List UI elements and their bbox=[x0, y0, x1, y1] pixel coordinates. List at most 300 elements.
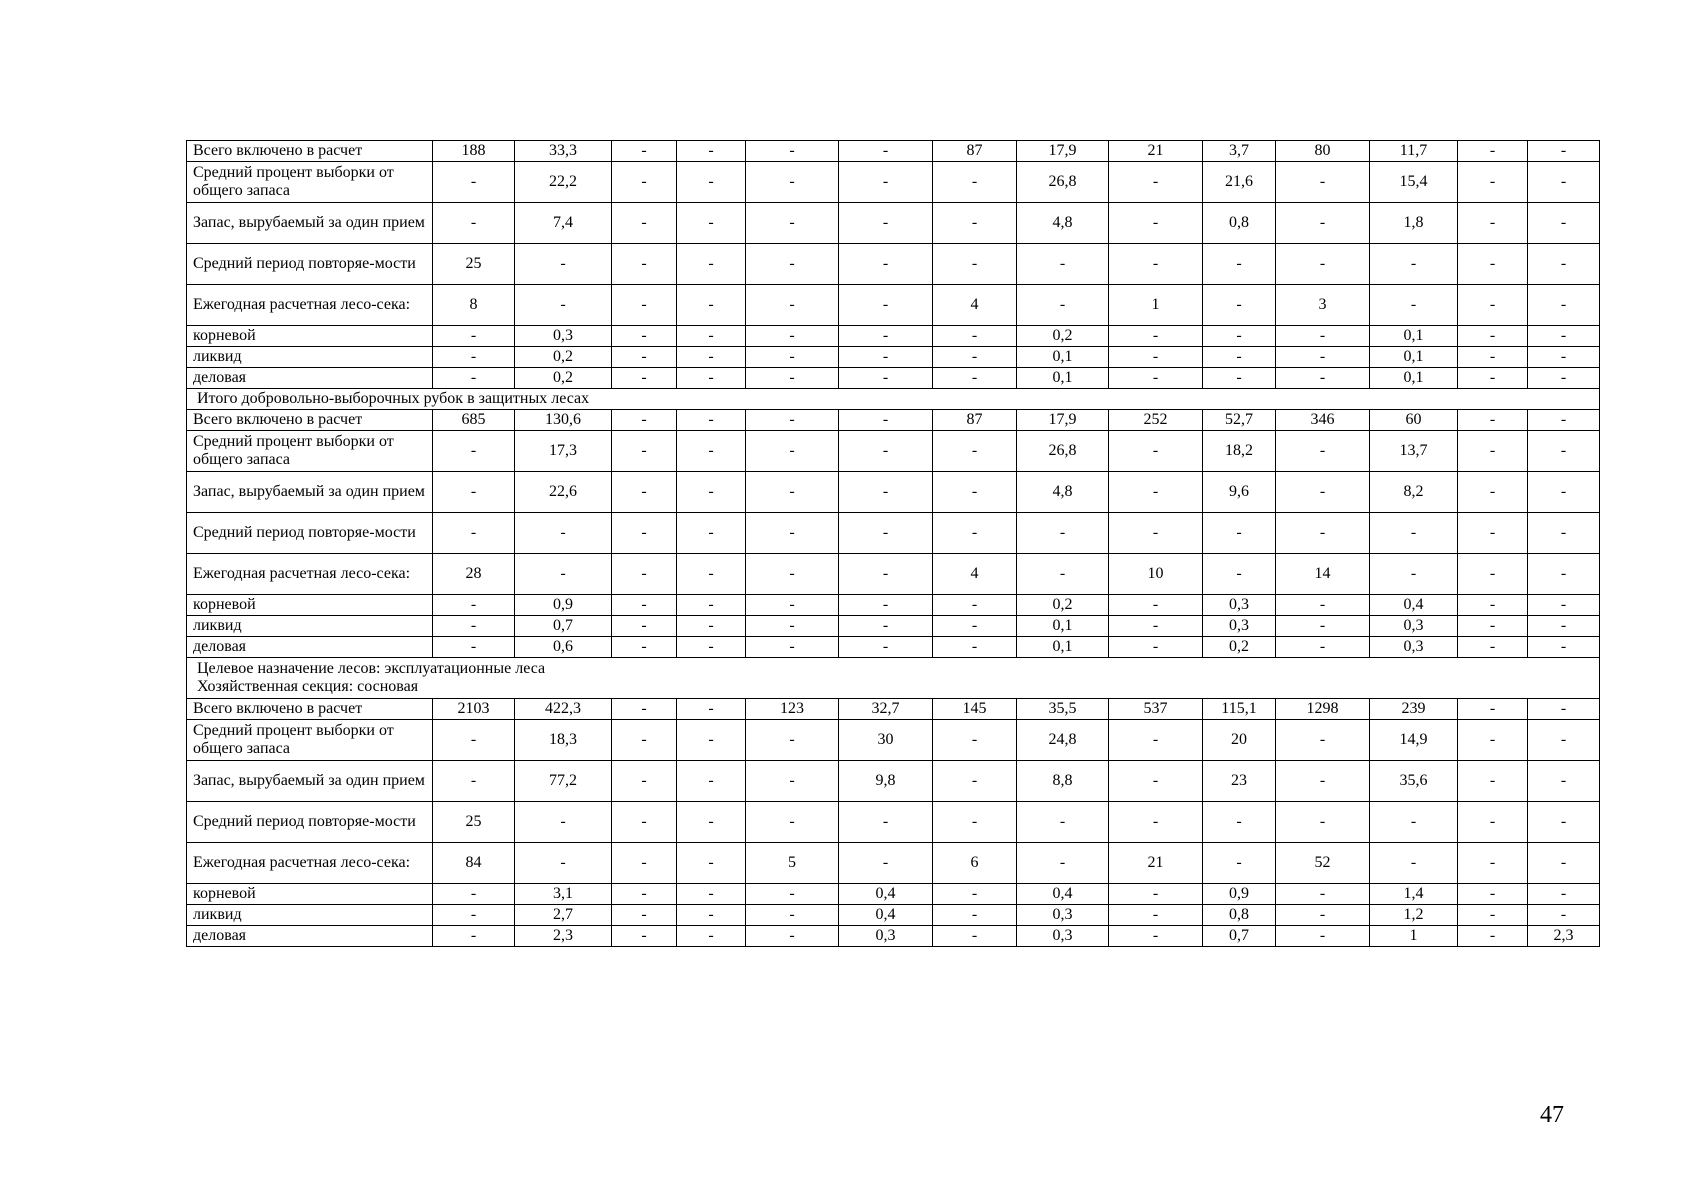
table-cell: - bbox=[1109, 905, 1203, 926]
table-cell: - bbox=[839, 595, 933, 616]
table-cell: - bbox=[1370, 554, 1458, 595]
table-cell: - bbox=[1528, 720, 1600, 761]
forest-cutting-table bbox=[186, 140, 1600, 947]
table-cell: 1,8 bbox=[1370, 203, 1458, 244]
row-label: ликвид bbox=[187, 616, 433, 637]
table-cell: - bbox=[933, 472, 1017, 513]
table-cell: - bbox=[433, 884, 515, 905]
table-cell: 60 bbox=[1370, 410, 1458, 431]
table-cell: - bbox=[746, 905, 839, 926]
table-cell: - bbox=[1458, 720, 1528, 761]
table-cell: - bbox=[933, 926, 1017, 947]
table-cell: - bbox=[746, 595, 839, 616]
table-cell: 11,7 bbox=[1370, 141, 1458, 162]
table-cell: - bbox=[515, 244, 612, 285]
row-label: Средний период повторяе-мости bbox=[187, 513, 433, 554]
table-cell: 0,2 bbox=[1203, 637, 1276, 658]
table-cell: 84 bbox=[433, 843, 515, 884]
table-cell: 145 bbox=[933, 699, 1017, 720]
table-cell: - bbox=[1109, 802, 1203, 843]
table-cell: - bbox=[933, 905, 1017, 926]
table-cell: - bbox=[1458, 884, 1528, 905]
table-cell: 21 bbox=[1109, 843, 1203, 884]
table-cell: - bbox=[1458, 347, 1528, 368]
table-cell: 3,7 bbox=[1203, 141, 1276, 162]
table-cell: - bbox=[433, 431, 515, 472]
table-cell: 4,8 bbox=[1017, 472, 1109, 513]
table-cell: - bbox=[677, 926, 746, 947]
table-cell: - bbox=[677, 699, 746, 720]
table-cell: - bbox=[1276, 595, 1370, 616]
table-cell: - bbox=[933, 347, 1017, 368]
section-title-line: Хозяйственная секция: сосновая bbox=[197, 678, 419, 695]
table-cell: 14 bbox=[1276, 554, 1370, 595]
table-cell: 0,3 bbox=[1017, 905, 1109, 926]
table-cell: - bbox=[1528, 616, 1600, 637]
table-cell: - bbox=[839, 285, 933, 326]
table-row bbox=[187, 699, 1600, 720]
table-cell: - bbox=[1276, 472, 1370, 513]
table-cell: 52,7 bbox=[1203, 410, 1276, 431]
table-cell: - bbox=[1528, 513, 1600, 554]
table-cell: - bbox=[1528, 843, 1600, 884]
table-cell: - bbox=[933, 720, 1017, 761]
table-cell: 537 bbox=[1109, 699, 1203, 720]
table-cell: - bbox=[612, 905, 677, 926]
table-cell: - bbox=[612, 616, 677, 637]
table-row bbox=[187, 347, 1600, 368]
table-cell: - bbox=[612, 431, 677, 472]
table-cell: - bbox=[1276, 926, 1370, 947]
table-cell: - bbox=[1276, 802, 1370, 843]
table-cell: - bbox=[612, 884, 677, 905]
table-cell: - bbox=[1528, 595, 1600, 616]
table-row bbox=[187, 285, 1600, 326]
table-cell: - bbox=[1203, 368, 1276, 389]
table-cell: 22,2 bbox=[515, 162, 612, 203]
row-label: Запас, вырубаемый за один прием bbox=[187, 472, 433, 513]
table-cell: - bbox=[433, 761, 515, 802]
table-row bbox=[187, 141, 1600, 162]
table-cell: - bbox=[1017, 554, 1109, 595]
table-cell: - bbox=[839, 616, 933, 637]
table-cell: 0,1 bbox=[1017, 616, 1109, 637]
table-cell: - bbox=[677, 884, 746, 905]
table-cell: - bbox=[1370, 843, 1458, 884]
table-cell: 25 bbox=[433, 244, 515, 285]
table-row bbox=[187, 326, 1600, 347]
table-cell: - bbox=[433, 347, 515, 368]
table-cell: - bbox=[1203, 244, 1276, 285]
table-cell: - bbox=[433, 720, 515, 761]
table-cell: - bbox=[839, 141, 933, 162]
table-cell: - bbox=[1203, 802, 1276, 843]
table-cell: - bbox=[1203, 347, 1276, 368]
table-cell: 422,3 bbox=[515, 699, 612, 720]
row-label: Ежегодная расчетная лесо-сека: bbox=[187, 285, 433, 326]
table-cell: - bbox=[433, 368, 515, 389]
table-cell: - bbox=[677, 637, 746, 658]
row-label: Средний процент выборки от общего запаса bbox=[187, 162, 433, 203]
table-cell: - bbox=[933, 431, 1017, 472]
table-cell: - bbox=[677, 326, 746, 347]
table-cell: - bbox=[677, 905, 746, 926]
table-cell: - bbox=[746, 410, 839, 431]
table-cell: 33,3 bbox=[515, 141, 612, 162]
table-row bbox=[187, 410, 1600, 431]
table-cell: - bbox=[1528, 203, 1600, 244]
table-cell: 3 bbox=[1276, 285, 1370, 326]
table-cell: 18,2 bbox=[1203, 431, 1276, 472]
table-cell: 0,2 bbox=[515, 347, 612, 368]
table-cell: - bbox=[933, 162, 1017, 203]
table-cell: - bbox=[1528, 905, 1600, 926]
table-cell: - bbox=[839, 554, 933, 595]
table-cell: - bbox=[746, 802, 839, 843]
table-cell: 26,8 bbox=[1017, 162, 1109, 203]
table-cell: - bbox=[1109, 203, 1203, 244]
section-header-row bbox=[187, 658, 1600, 699]
table-cell: - bbox=[1528, 141, 1600, 162]
table-cell: - bbox=[746, 616, 839, 637]
row-label: деловая bbox=[187, 926, 433, 947]
table-cell: - bbox=[612, 141, 677, 162]
row-label: Всего включено в расчет bbox=[187, 410, 433, 431]
table-cell: 0,1 bbox=[1017, 368, 1109, 389]
table-cell: 1,4 bbox=[1370, 884, 1458, 905]
table-cell: 5 bbox=[746, 843, 839, 884]
table-cell: - bbox=[1276, 347, 1370, 368]
table-cell: 0,9 bbox=[1203, 884, 1276, 905]
table-cell: - bbox=[839, 431, 933, 472]
table-cell: - bbox=[1276, 326, 1370, 347]
table-cell: - bbox=[839, 368, 933, 389]
table-cell: - bbox=[677, 141, 746, 162]
table-cell: 8 bbox=[433, 285, 515, 326]
table-cell: - bbox=[1528, 410, 1600, 431]
row-label: Средний период повторяе-мости bbox=[187, 244, 433, 285]
table-cell: - bbox=[1203, 285, 1276, 326]
table-cell: 4 bbox=[933, 285, 1017, 326]
table-cell: - bbox=[1276, 244, 1370, 285]
table-cell: 32,7 bbox=[839, 699, 933, 720]
table-cell: - bbox=[612, 802, 677, 843]
table-cell: - bbox=[746, 368, 839, 389]
table-cell: - bbox=[677, 368, 746, 389]
table-cell: 1 bbox=[1370, 926, 1458, 947]
table-cell: 2,3 bbox=[1528, 926, 1600, 947]
row-label: Запас, вырубаемый за один прием bbox=[187, 761, 433, 802]
row-label: корневой bbox=[187, 326, 433, 347]
table-cell: - bbox=[433, 203, 515, 244]
table-cell: - bbox=[1017, 513, 1109, 554]
section-title-line: Целевое назначение лесов: эксплуатационные леса bbox=[197, 660, 546, 677]
table-cell: - bbox=[677, 616, 746, 637]
table-row bbox=[187, 472, 1600, 513]
table-cell: - bbox=[433, 162, 515, 203]
table-cell: 0,4 bbox=[839, 905, 933, 926]
table-cell: - bbox=[933, 761, 1017, 802]
table-cell: 2103 bbox=[433, 699, 515, 720]
table-cell: - bbox=[1458, 843, 1528, 884]
table-cell: - bbox=[1528, 802, 1600, 843]
table-cell: 17,9 bbox=[1017, 410, 1109, 431]
table-cell: 0,7 bbox=[515, 616, 612, 637]
table-row bbox=[187, 802, 1600, 843]
table-cell: 0,4 bbox=[1370, 595, 1458, 616]
table-cell: - bbox=[746, 244, 839, 285]
table-cell: - bbox=[839, 410, 933, 431]
table-cell: - bbox=[1458, 162, 1528, 203]
table-cell: - bbox=[1109, 761, 1203, 802]
table-row bbox=[187, 843, 1600, 884]
table-cell: - bbox=[1109, 513, 1203, 554]
table-cell: - bbox=[839, 513, 933, 554]
table-cell: 35,6 bbox=[1370, 761, 1458, 802]
table-cell: 188 bbox=[433, 141, 515, 162]
table-cell: - bbox=[1276, 431, 1370, 472]
table-cell: 0,3 bbox=[1203, 616, 1276, 637]
table-cell: - bbox=[1370, 513, 1458, 554]
table-cell: 1 bbox=[1109, 285, 1203, 326]
table-cell: 17,9 bbox=[1017, 141, 1109, 162]
table-cell: - bbox=[677, 431, 746, 472]
table-cell: 21 bbox=[1109, 141, 1203, 162]
table-cell: - bbox=[933, 368, 1017, 389]
table-cell: - bbox=[839, 843, 933, 884]
table-cell: - bbox=[746, 203, 839, 244]
table-cell: - bbox=[1276, 368, 1370, 389]
table-cell: - bbox=[612, 326, 677, 347]
table-cell: - bbox=[933, 802, 1017, 843]
table-cell: - bbox=[1528, 761, 1600, 802]
table-cell: - bbox=[1370, 802, 1458, 843]
table-cell: 252 bbox=[1109, 410, 1203, 431]
table-cell: 4 bbox=[933, 554, 1017, 595]
table-row bbox=[187, 616, 1600, 637]
table-cell: 0,8 bbox=[1203, 203, 1276, 244]
table-cell: - bbox=[1109, 347, 1203, 368]
table-cell: 0,3 bbox=[1017, 926, 1109, 947]
table-cell: - bbox=[612, 162, 677, 203]
table-cell: - bbox=[933, 326, 1017, 347]
table-cell: 26,8 bbox=[1017, 431, 1109, 472]
table-row bbox=[187, 431, 1600, 472]
table-cell: - bbox=[1458, 203, 1528, 244]
table-cell: - bbox=[1528, 285, 1600, 326]
table-cell: 0,1 bbox=[1370, 326, 1458, 347]
table-cell: - bbox=[677, 720, 746, 761]
table-cell: - bbox=[1458, 410, 1528, 431]
table-cell: - bbox=[1109, 720, 1203, 761]
table-cell: - bbox=[433, 472, 515, 513]
table-cell: - bbox=[677, 203, 746, 244]
table-cell: 0,1 bbox=[1370, 347, 1458, 368]
table-cell: - bbox=[1528, 162, 1600, 203]
table-cell: - bbox=[677, 843, 746, 884]
table-row bbox=[187, 554, 1600, 595]
table-cell: 123 bbox=[746, 699, 839, 720]
table-cell: 77,2 bbox=[515, 761, 612, 802]
table-cell: - bbox=[612, 203, 677, 244]
table-cell: - bbox=[1458, 905, 1528, 926]
table-cell: - bbox=[612, 699, 677, 720]
table-cell: - bbox=[933, 595, 1017, 616]
row-label: ликвид bbox=[187, 347, 433, 368]
table-cell: - bbox=[433, 616, 515, 637]
table-cell: - bbox=[1276, 884, 1370, 905]
table-cell: - bbox=[839, 472, 933, 513]
table-cell: - bbox=[677, 285, 746, 326]
table-row bbox=[187, 637, 1600, 658]
table-cell: 87 bbox=[933, 410, 1017, 431]
table-cell: 0,1 bbox=[1017, 347, 1109, 368]
row-label: корневой bbox=[187, 595, 433, 616]
table-cell: - bbox=[1370, 244, 1458, 285]
table-cell: 28 bbox=[433, 554, 515, 595]
table-cell: - bbox=[612, 720, 677, 761]
table-cell: 6 bbox=[933, 843, 1017, 884]
table-row bbox=[187, 595, 1600, 616]
table-cell: 0,1 bbox=[1017, 637, 1109, 658]
table-cell: 8,2 bbox=[1370, 472, 1458, 513]
table-cell: - bbox=[1528, 699, 1600, 720]
table-cell: 22,6 bbox=[515, 472, 612, 513]
table-cell: 8,8 bbox=[1017, 761, 1109, 802]
table-cell: - bbox=[677, 162, 746, 203]
table-row bbox=[187, 368, 1600, 389]
table-cell: - bbox=[746, 285, 839, 326]
table-cell: - bbox=[612, 368, 677, 389]
table-cell: 0,3 bbox=[1370, 637, 1458, 658]
table-cell: - bbox=[1276, 637, 1370, 658]
table-row bbox=[187, 884, 1600, 905]
table-cell: - bbox=[612, 926, 677, 947]
table-body bbox=[187, 141, 1600, 947]
table-cell: - bbox=[839, 162, 933, 203]
table-cell: - bbox=[677, 554, 746, 595]
row-label: ликвид bbox=[187, 905, 433, 926]
table-cell: - bbox=[1458, 761, 1528, 802]
table-cell: - bbox=[1109, 472, 1203, 513]
table-cell: - bbox=[746, 347, 839, 368]
table-cell: - bbox=[1017, 802, 1109, 843]
table-cell: - bbox=[677, 347, 746, 368]
table-cell: - bbox=[1109, 368, 1203, 389]
table-cell: - bbox=[1109, 637, 1203, 658]
table-cell: - bbox=[433, 513, 515, 554]
table-cell: - bbox=[612, 637, 677, 658]
table-cell: - bbox=[1458, 699, 1528, 720]
table-cell: - bbox=[746, 637, 839, 658]
table-cell: - bbox=[1528, 244, 1600, 285]
table-cell: 1298 bbox=[1276, 699, 1370, 720]
table-cell: - bbox=[933, 203, 1017, 244]
table-cell: - bbox=[677, 472, 746, 513]
table-cell: - bbox=[612, 285, 677, 326]
table-cell: - bbox=[1276, 905, 1370, 926]
table-cell: - bbox=[1458, 368, 1528, 389]
table-cell: - bbox=[1109, 326, 1203, 347]
table-cell: - bbox=[933, 513, 1017, 554]
table-cell: 23 bbox=[1203, 761, 1276, 802]
table-cell: - bbox=[612, 410, 677, 431]
table-cell: - bbox=[433, 595, 515, 616]
table-cell: 0,3 bbox=[839, 926, 933, 947]
table-cell: 10 bbox=[1109, 554, 1203, 595]
table-cell: - bbox=[1458, 595, 1528, 616]
table-row bbox=[187, 905, 1600, 926]
table-cell: - bbox=[515, 802, 612, 843]
table-cell: 9,6 bbox=[1203, 472, 1276, 513]
table-cell: - bbox=[1458, 637, 1528, 658]
row-label: Ежегодная расчетная лесо-сека: bbox=[187, 843, 433, 884]
row-label: деловая bbox=[187, 368, 433, 389]
table-cell: - bbox=[839, 326, 933, 347]
table-cell: - bbox=[1109, 926, 1203, 947]
table-cell: - bbox=[515, 285, 612, 326]
table-cell: 0,2 bbox=[1017, 595, 1109, 616]
table-cell: 52 bbox=[1276, 843, 1370, 884]
table-cell: - bbox=[1109, 616, 1203, 637]
row-label: Средний период повторяе-мости bbox=[187, 802, 433, 843]
table-cell: 18,3 bbox=[515, 720, 612, 761]
table-cell: - bbox=[612, 761, 677, 802]
table-cell: - bbox=[1528, 326, 1600, 347]
table-cell: 14,9 bbox=[1370, 720, 1458, 761]
table-cell: - bbox=[612, 843, 677, 884]
table-cell: - bbox=[1276, 162, 1370, 203]
table-cell: 0,4 bbox=[1017, 884, 1109, 905]
table-cell: - bbox=[1203, 513, 1276, 554]
table-cell: 13,7 bbox=[1370, 431, 1458, 472]
table-cell: - bbox=[1458, 472, 1528, 513]
table-cell: - bbox=[1017, 285, 1109, 326]
table-cell: - bbox=[1528, 472, 1600, 513]
table-cell: - bbox=[433, 926, 515, 947]
table-cell: 7,4 bbox=[515, 203, 612, 244]
table-cell: - bbox=[746, 472, 839, 513]
table-cell: 0,2 bbox=[1017, 326, 1109, 347]
table-cell: - bbox=[612, 347, 677, 368]
table-cell: - bbox=[677, 761, 746, 802]
table-cell: - bbox=[1276, 616, 1370, 637]
table-cell: - bbox=[1458, 141, 1528, 162]
table-cell: - bbox=[677, 595, 746, 616]
table-cell: 2,7 bbox=[515, 905, 612, 926]
table-cell: 0,1 bbox=[1370, 368, 1458, 389]
table-cell: - bbox=[1458, 616, 1528, 637]
table-cell: - bbox=[612, 244, 677, 285]
table-row bbox=[187, 203, 1600, 244]
table-cell: - bbox=[1458, 513, 1528, 554]
table-cell: - bbox=[677, 513, 746, 554]
row-label: Всего включено в расчет bbox=[187, 699, 433, 720]
table-cell: - bbox=[1458, 802, 1528, 843]
table-cell: - bbox=[677, 802, 746, 843]
row-label: Запас, вырубаемый за один прием bbox=[187, 203, 433, 244]
table-cell: - bbox=[839, 203, 933, 244]
table-cell: 4,8 bbox=[1017, 203, 1109, 244]
table-cell: - bbox=[746, 141, 839, 162]
section-title bbox=[187, 658, 1600, 699]
table-cell: - bbox=[1528, 368, 1600, 389]
row-label: Всего включено в расчет bbox=[187, 141, 433, 162]
table-cell: - bbox=[515, 513, 612, 554]
table-cell: 20 bbox=[1203, 720, 1276, 761]
table-cell: - bbox=[1203, 554, 1276, 595]
table-cell: 9,8 bbox=[839, 761, 933, 802]
